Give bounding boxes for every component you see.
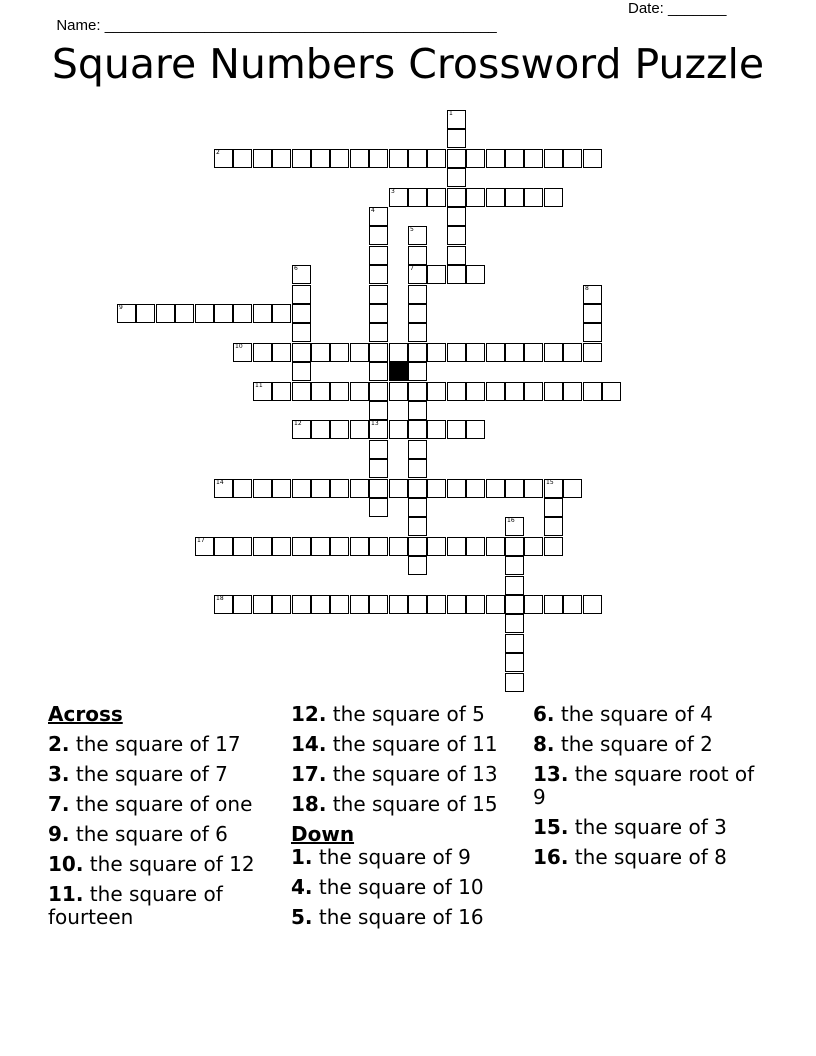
clue-number: 8. [533,732,555,756]
across-clue [48,883,280,929]
crossword-cell[interactable] [292,537,311,556]
crossword-cell[interactable] [408,440,427,459]
crossword-cell[interactable] [408,595,427,614]
crossword-cell[interactable] [447,110,466,129]
clue-text: the square of one [75,792,253,816]
crossword-cell[interactable] [311,595,330,614]
crossword-cell[interactable] [524,382,543,401]
crossword-cell[interactable] [408,401,427,420]
crossword-cell[interactable] [330,420,349,439]
crossword-cell[interactable] [563,595,582,614]
crossword-cell[interactable] [272,149,291,168]
crossword-cell[interactable] [524,188,543,207]
clues-column-3 [533,703,773,876]
crossword-cell[interactable] [253,343,272,362]
crossword-cell[interactable] [330,149,349,168]
clue-text: the square of 7 [75,762,228,786]
down-clue [291,846,527,869]
crossword-cell[interactable] [447,246,466,265]
across-clue [48,823,280,846]
clue-number-label: 9 [119,304,123,311]
crossword-cell[interactable] [447,149,466,168]
crossword-cell[interactable] [524,479,543,498]
crossword-cell[interactable] [408,382,427,401]
crossword-cell[interactable] [350,382,369,401]
crossword-cell[interactable] [311,343,330,362]
crossword-cell[interactable] [253,382,272,401]
crossword-cell[interactable] [408,459,427,478]
crossword-cell[interactable] [486,595,505,614]
crossword-cell[interactable] [408,343,427,362]
crossword-cell[interactable] [408,517,427,536]
crossword-cell[interactable] [369,459,388,478]
crossword-cell[interactable] [505,149,524,168]
crossword-cell[interactable] [583,595,602,614]
crossword-cell[interactable] [544,595,563,614]
clue-number: 9. [48,822,70,846]
crossword-cell[interactable] [389,595,408,614]
crossword-cell[interactable] [330,343,349,362]
crossword-cell[interactable] [233,537,252,556]
clue-text: the square of 5 [332,702,485,726]
clue-number-label: 18 [216,595,224,602]
crossword-cell[interactable] [427,382,446,401]
across-clue [291,793,527,816]
crossword-cell[interactable] [544,382,563,401]
crossword-cell[interactable] [408,226,427,245]
crossword-cell[interactable] [408,149,427,168]
crossword-cell[interactable] [175,304,194,323]
crossword-cell[interactable] [350,479,369,498]
crossword-cell[interactable] [408,323,427,342]
clue-number: 18. [291,792,327,816]
crossword-cell[interactable] [369,362,388,381]
down-clue [533,846,773,869]
crossword-cell[interactable] [524,595,543,614]
crossword-cell[interactable] [272,343,291,362]
crossword-cell[interactable] [292,323,311,342]
crossword-cell[interactable] [369,304,388,323]
across-clue [48,763,280,786]
crossword-cell[interactable] [408,285,427,304]
crossword-black-cell [389,362,408,381]
crossword-cell[interactable] [544,188,563,207]
crossword-cell[interactable] [292,420,311,439]
crossword-cell[interactable] [486,188,505,207]
crossword-cell[interactable] [369,343,388,362]
crossword-cell[interactable] [447,420,466,439]
crossword-cell[interactable] [292,343,311,362]
crossword-cell[interactable] [505,576,524,595]
crossword-cell[interactable] [544,517,563,536]
crossword-cell[interactable] [233,149,252,168]
clues-column-2 [291,703,527,936]
crossword-cell[interactable] [505,595,524,614]
crossword-cell[interactable] [292,362,311,381]
crossword-cell[interactable] [447,479,466,498]
crossword-cell[interactable] [427,537,446,556]
across-clue [291,763,527,786]
crossword-cell[interactable] [214,479,233,498]
crossword-cell[interactable] [486,479,505,498]
clue-number: 15. [533,815,569,839]
crossword-cell[interactable] [292,265,311,284]
crossword-cell[interactable] [583,149,602,168]
clue-number-label: 16 [507,517,515,524]
across-clue [291,733,527,756]
crossword-cell[interactable] [427,595,446,614]
clue-number-label: 13 [371,420,379,427]
crossword-cell[interactable] [408,304,427,323]
clue-text: the square of 6 [75,822,228,846]
crossword-cell[interactable] [466,343,485,362]
clue-number: 10. [48,852,84,876]
crossword-cell[interactable] [505,614,524,633]
clue-number-label: 6 [294,265,298,272]
crossword-cell[interactable] [253,537,272,556]
crossword-cell[interactable] [602,382,621,401]
crossword-cell[interactable] [156,304,175,323]
crossword-cell[interactable] [369,323,388,342]
crossword-cell[interactable] [505,653,524,672]
crossword-cell[interactable] [369,401,388,420]
crossword-cell[interactable] [563,382,582,401]
clue-number-label: 10 [235,343,243,350]
crossword-cell[interactable] [214,304,233,323]
crossword-cell[interactable] [524,149,543,168]
crossword-cell[interactable] [369,207,388,226]
crossword-cell[interactable] [117,304,136,323]
crossword-cell[interactable] [195,304,214,323]
crossword-cell[interactable] [272,479,291,498]
clue-number-label: 1 [449,110,453,117]
crossword-cell[interactable] [408,537,427,556]
crossword-cell[interactable] [369,479,388,498]
clue-number: 2. [48,732,70,756]
crossword-cell[interactable] [350,420,369,439]
clue-text: the square of 4 [560,702,713,726]
crossword-cell[interactable] [292,382,311,401]
clue-text: the square of 17 [75,732,241,756]
across-clue [291,703,527,726]
clue-text: the square of 2 [560,732,713,756]
crossword-cell[interactable] [447,207,466,226]
clue-text: the square of 8 [574,845,727,869]
crossword-cell[interactable] [544,537,563,556]
crossword-cell[interactable] [466,265,485,284]
crossword-cell[interactable] [447,537,466,556]
clue-number: 11. [48,882,84,906]
crossword-cell[interactable] [389,479,408,498]
crossword-cell[interactable] [369,149,388,168]
crossword-cell[interactable] [408,188,427,207]
clue-number: 16. [533,845,569,869]
clue-number: 1. [291,845,313,869]
crossword-cell[interactable] [136,304,155,323]
crossword-cell[interactable] [466,479,485,498]
clue-text: the square of 9 [318,845,471,869]
clue-text: the square of 3 [574,815,727,839]
crossword-cell[interactable] [447,343,466,362]
crossword-cell[interactable] [389,420,408,439]
crossword-cell[interactable] [214,149,233,168]
down-clue [533,763,773,809]
clue-text: the square of 16 [318,905,484,929]
clues-column-1 [48,703,280,936]
crossword-cell[interactable] [292,479,311,498]
crossword-cell[interactable] [389,149,408,168]
crossword-cell[interactable] [408,265,427,284]
crossword-cell[interactable] [583,343,602,362]
crossword-cell[interactable] [563,479,582,498]
crossword-cell[interactable] [466,188,485,207]
crossword-cell[interactable] [486,537,505,556]
crossword-cell[interactable] [311,420,330,439]
crossword-cell[interactable] [447,595,466,614]
crossword-cell[interactable] [583,304,602,323]
clue-number: 13. [533,762,569,786]
crossword-cell[interactable] [505,556,524,575]
crossword-cell[interactable] [253,149,272,168]
clue-number: 3. [48,762,70,786]
down-clue [533,733,773,756]
date-line[interactable]: Date: _______ [628,0,727,17]
crossword-cell[interactable] [505,673,524,692]
crossword-cell[interactable] [292,149,311,168]
crossword-cell[interactable] [524,537,543,556]
crossword-cell[interactable] [544,343,563,362]
crossword-cell[interactable] [427,479,446,498]
crossword-cell[interactable] [272,382,291,401]
crossword-cell[interactable] [330,537,349,556]
crossword-cell[interactable] [583,285,602,304]
crossword-cell[interactable] [427,265,446,284]
crossword-cell[interactable] [292,595,311,614]
clue-text: the square of 12 [89,852,255,876]
crossword-cell[interactable] [427,343,446,362]
crossword-cell[interactable] [330,479,349,498]
crossword-cell[interactable] [195,537,214,556]
crossword-cell[interactable] [486,343,505,362]
crossword-cell[interactable] [583,323,602,342]
crossword-cell[interactable] [292,304,311,323]
crossword-cell[interactable] [505,188,524,207]
crossword-cell[interactable] [369,420,388,439]
crossword-cell[interactable] [408,479,427,498]
crossword-cell[interactable] [447,188,466,207]
clue-text: the square root of 9 [533,762,755,809]
crossword-cell[interactable] [311,479,330,498]
crossword-cell[interactable] [350,595,369,614]
crossword-cell[interactable] [427,188,446,207]
crossword-cell[interactable] [311,149,330,168]
crossword-cell[interactable] [253,595,272,614]
down-clue [533,703,773,726]
crossword-cell[interactable] [583,382,602,401]
crossword-cell[interactable] [369,246,388,265]
crossword-cell[interactable] [214,595,233,614]
clue-number-label: 5 [410,226,414,233]
crossword-cell[interactable] [369,440,388,459]
crossword-cell[interactable] [563,149,582,168]
clue-number-label: 7 [410,265,414,272]
clue-number: 17. [291,762,327,786]
crossword-cell[interactable] [524,343,543,362]
page-title: Square Numbers Crossword Puzzle [51,40,765,88]
crossword-cell[interactable] [427,420,446,439]
crossword-cell[interactable] [369,265,388,284]
crossword-cell[interactable] [544,479,563,498]
crossword-cell[interactable] [369,595,388,614]
crossword-cell[interactable] [505,343,524,362]
crossword-cell[interactable] [330,382,349,401]
crossword-cell[interactable] [466,595,485,614]
crossword-cell[interactable] [447,129,466,148]
crossword-cell[interactable] [427,149,446,168]
crossword-cell[interactable] [505,517,524,536]
clue-number-label: 14 [216,479,224,486]
crossword-cell[interactable] [408,362,427,381]
crossword-cell[interactable] [447,226,466,245]
clue-text: the square of 11 [332,732,498,756]
crossword-cell[interactable] [330,595,349,614]
crossword-cell[interactable] [253,479,272,498]
name-line[interactable]: Name: _______________________________________________ [56,17,497,34]
crossword-cell[interactable] [466,537,485,556]
crossword-cell[interactable] [544,498,563,517]
clue-text: the square of 15 [332,792,498,816]
crossword-cell[interactable] [311,382,330,401]
crossword-cell[interactable] [253,304,272,323]
clue-number-label: 11 [255,382,263,389]
clue-number: 7. [48,792,70,816]
crossword-cell[interactable] [389,537,408,556]
crossword-cell[interactable] [389,343,408,362]
crossword-cell[interactable] [369,498,388,517]
clue-number-label: 17 [197,537,205,544]
crossword-cell[interactable] [272,304,291,323]
crossword-cell[interactable] [486,382,505,401]
clue-number: 4. [291,875,313,899]
clue-number-label: 8 [585,285,589,292]
crossword-cell[interactable] [389,188,408,207]
crossword-cell[interactable] [447,168,466,187]
clue-number: 6. [533,702,555,726]
crossword-cell[interactable] [369,382,388,401]
clue-number-label: 12 [294,420,302,427]
down-clue [291,906,527,929]
across-heading: Across [48,702,123,726]
clue-text: the square of fourteen [48,882,223,929]
crossword-cell[interactable] [466,149,485,168]
crossword-cell[interactable] [369,537,388,556]
clue-number: 12. [291,702,327,726]
crossword-cell[interactable] [408,246,427,265]
crossword-cell[interactable] [505,479,524,498]
crossword-cell[interactable] [447,382,466,401]
crossword-cell[interactable] [369,285,388,304]
crossword-cell[interactable] [466,420,485,439]
crossword-cell[interactable] [466,382,485,401]
crossword-cell[interactable] [389,382,408,401]
across-clue [48,853,280,876]
crossword-cell[interactable] [233,304,252,323]
down-clue [533,816,773,839]
crossword-cell[interactable] [486,149,505,168]
clue-number-label: 15 [546,479,554,486]
crossword-cell[interactable] [350,343,369,362]
crossword-cell[interactable] [233,343,252,362]
crossword-cell[interactable] [214,537,233,556]
crossword-cell[interactable] [292,285,311,304]
crossword-cell[interactable] [369,226,388,245]
crossword-cell[interactable] [408,498,427,517]
crossword-cell[interactable] [233,595,252,614]
crossword-cell[interactable] [447,265,466,284]
crossword-cell[interactable] [350,537,369,556]
down-heading: Down [291,822,355,846]
clue-text: the square of 13 [332,762,498,786]
clue-number: 14. [291,732,327,756]
across-clue [48,733,280,756]
crossword-cell[interactable] [233,479,252,498]
clue-number-label: 3 [391,188,395,195]
down-clue [291,876,527,899]
crossword-cell[interactable] [544,149,563,168]
crossword-cell[interactable] [311,537,330,556]
crossword-cell[interactable] [505,634,524,653]
clue-number-label: 2 [216,149,220,156]
crossword-cell[interactable] [350,149,369,168]
clue-number-label: 4 [371,207,375,214]
clue-text: the square of 10 [318,875,484,899]
crossword-cell[interactable] [408,420,427,439]
across-clue [48,793,280,816]
crossword-cell[interactable] [272,595,291,614]
crossword-cell[interactable] [272,537,291,556]
crossword-cell[interactable] [505,382,524,401]
crossword-cell[interactable] [505,537,524,556]
crossword-cell[interactable] [563,343,582,362]
clue-number: 5. [291,905,313,929]
crossword-cell[interactable] [408,556,427,575]
